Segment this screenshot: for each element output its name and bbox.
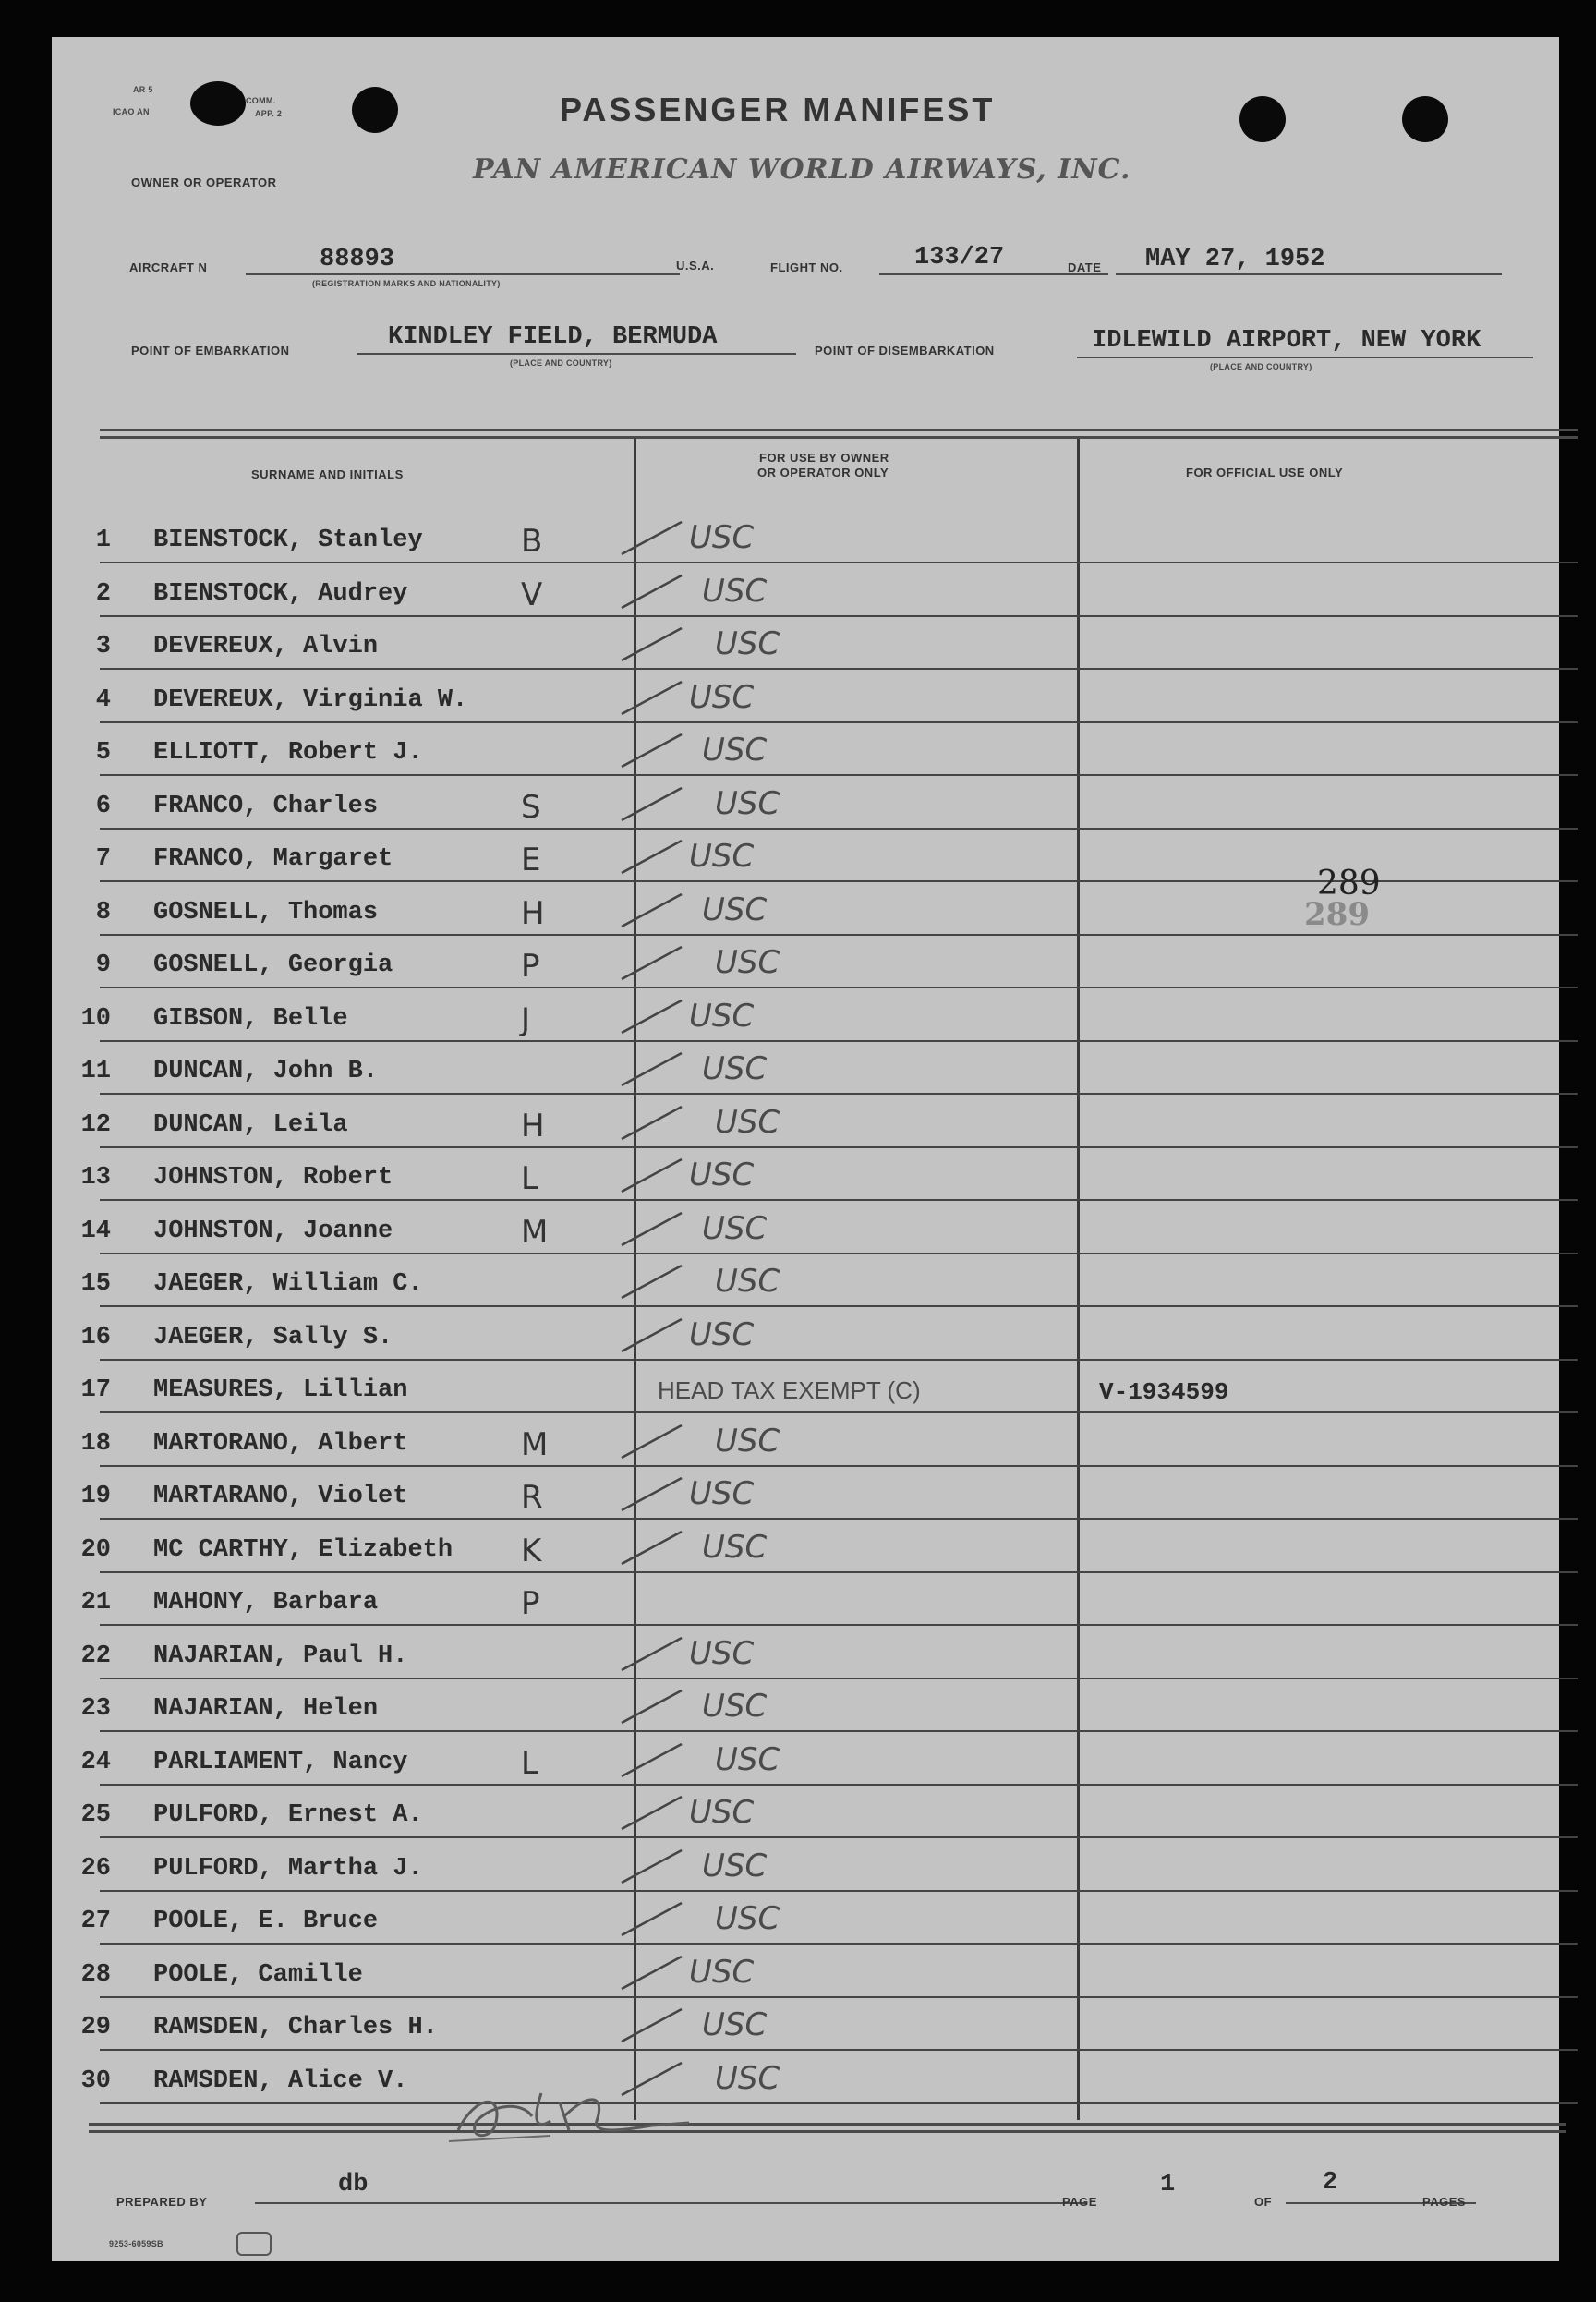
passenger-name: GOSNELL, Thomas xyxy=(153,898,379,927)
passenger-name: RAMSDEN, Charles H. xyxy=(153,2014,438,2042)
citizenship-note: USC xyxy=(715,784,780,822)
date-label: DATE xyxy=(1068,260,1102,274)
passenger-initial: M xyxy=(521,1425,549,1463)
total-pages: 2 xyxy=(1323,2169,1338,2197)
check-slash-mark xyxy=(617,1846,691,1897)
page-label: PAGE xyxy=(1062,2195,1097,2209)
citizenship-note: USC xyxy=(715,2059,780,2097)
passenger-name: DUNCAN, John B. xyxy=(153,1058,379,1085)
citizenship-note: USC xyxy=(702,572,768,610)
column-divider-2 xyxy=(1077,439,1080,2120)
table-row-line xyxy=(100,934,1578,936)
passenger-name: JOHNSTON, Robert xyxy=(153,1164,393,1192)
passenger-initial: J xyxy=(521,1000,531,1038)
passenger-initial: H xyxy=(521,894,545,932)
aircraft-underline xyxy=(246,273,680,275)
row-number: 15 xyxy=(80,1270,111,1298)
passenger-initial: H xyxy=(521,1107,545,1145)
registration-caption: (REGISTRATION MARKS AND NATIONALITY) xyxy=(312,279,501,288)
citizenship-note: USC xyxy=(689,1794,755,1831)
row-number: 17 xyxy=(80,1376,111,1404)
table-row-line xyxy=(100,1199,1578,1201)
owner-label: OWNER OR OPERATOR xyxy=(131,176,277,189)
row-number: 27 xyxy=(80,1908,111,1935)
disembarkation-caption: (PLACE AND COUNTRY) xyxy=(1210,362,1312,371)
passenger-name: POOLE, E. Bruce xyxy=(153,1908,379,1935)
check-slash-mark xyxy=(617,1315,691,1366)
check-slash-mark xyxy=(617,1102,691,1154)
official-stamp-number-faded: 289 xyxy=(1304,896,1370,933)
manifest-sheet xyxy=(52,37,1559,2261)
row-number: 1 xyxy=(95,527,111,554)
row-number: 2 xyxy=(95,579,111,608)
table-row-line xyxy=(100,562,1578,563)
table-row-line xyxy=(100,1784,1578,1786)
row-number: 16 xyxy=(80,1323,111,1351)
table-row-line xyxy=(100,774,1578,776)
check-slash-mark xyxy=(617,1527,691,1579)
passenger-name: MARTORANO, Albert xyxy=(153,1429,408,1458)
row-number: 8 xyxy=(95,898,111,927)
table-row-line xyxy=(100,1571,1578,1573)
passenger-initial: K xyxy=(521,1532,542,1569)
punch-hole-left xyxy=(352,87,398,133)
row-number: 28 xyxy=(80,1960,111,1989)
check-slash-mark xyxy=(617,836,691,888)
table-row-line xyxy=(100,1678,1578,1679)
passenger-name: PARLIAMENT, Nancy xyxy=(153,1748,408,1776)
check-slash-mark xyxy=(617,1952,691,2004)
disembarkation-label: POINT OF DISEMBARKATION xyxy=(815,344,995,357)
passenger-name: PULFORD, Martha J. xyxy=(153,1854,423,1883)
table-row-line xyxy=(100,1518,1578,1520)
citizenship-note: USC xyxy=(715,944,780,981)
punch-hole-right-1 xyxy=(1239,96,1286,142)
citizenship-note: USC xyxy=(702,1209,768,1247)
passenger-name: DUNCAN, Leila xyxy=(153,1110,348,1139)
citizenship-note: USC xyxy=(702,732,768,769)
passenger-initial: P xyxy=(521,948,540,985)
check-slash-mark xyxy=(617,1155,691,1206)
table-row-line xyxy=(100,1305,1578,1307)
row-number: 9 xyxy=(95,951,111,979)
check-slash-mark xyxy=(617,942,691,994)
row-number: 29 xyxy=(80,2014,111,2042)
embarkation-caption: (PLACE AND COUNTRY) xyxy=(510,358,612,368)
passenger-name: MARTARANO, Violet xyxy=(153,1483,408,1510)
usa-label: U.S.A. xyxy=(676,259,715,273)
passenger-initial: B xyxy=(521,523,543,560)
passenger-name: NAJARIAN, Paul H. xyxy=(153,1642,408,1670)
citizenship-note: USC xyxy=(702,1528,768,1566)
citizenship-note: USC xyxy=(715,1422,780,1460)
form-code-line1: AR 5 xyxy=(133,85,153,94)
column-header-name: SURNAME AND INITIALS xyxy=(251,467,404,481)
check-slash-mark xyxy=(617,783,691,835)
check-slash-mark xyxy=(617,517,691,569)
row-number: 3 xyxy=(95,633,111,660)
table-row-line xyxy=(100,1890,1578,1892)
check-slash-mark xyxy=(617,1686,691,1738)
passenger-initial: P xyxy=(521,1585,540,1622)
citizenship-note: USC xyxy=(715,1103,780,1141)
check-slash-mark xyxy=(617,624,691,675)
check-slash-mark xyxy=(617,1898,691,1950)
table-row-line xyxy=(100,668,1578,670)
check-slash-mark xyxy=(617,571,691,623)
row-number: 24 xyxy=(80,1748,111,1776)
passenger-name: BIENSTOCK, Stanley xyxy=(153,527,423,554)
check-slash-mark xyxy=(617,1261,691,1313)
table-row-line xyxy=(100,1253,1578,1254)
table-bottom-line xyxy=(89,2123,1566,2126)
prepared-by-underline xyxy=(255,2202,1086,2204)
punch-hole-right-2 xyxy=(1402,96,1448,142)
citizenship-note: USC xyxy=(689,1157,755,1193)
table-row-line xyxy=(100,615,1578,617)
disembarkation-underline xyxy=(1077,357,1533,358)
citizenship-note: USC xyxy=(715,1263,780,1300)
row-number: 23 xyxy=(80,1695,111,1723)
of-label: OF xyxy=(1254,2195,1273,2209)
row-number: 19 xyxy=(80,1483,111,1510)
head-tax-note: HEAD TAX EXEMPT (C) xyxy=(658,1376,921,1404)
passenger-name: DEVEREUX, Alvin xyxy=(153,633,379,660)
citizenship-note: USC xyxy=(715,1740,780,1778)
flight-date: MAY 27, 1952 xyxy=(1145,246,1325,273)
check-slash-mark xyxy=(617,2005,691,2056)
form-code-app: APP. 2 xyxy=(255,109,283,118)
column-header-owner-2: OR OPERATOR ONLY xyxy=(757,466,889,479)
table-row-line xyxy=(100,721,1578,723)
column-header-official: FOR OFFICIAL USE ONLY xyxy=(1186,466,1344,479)
passenger-initial: E xyxy=(521,842,541,878)
citizenship-note: USC xyxy=(689,997,755,1035)
embarkation-underline xyxy=(357,353,796,355)
operator-name: PAN AMERICAN WORLD AIRWAYS, INC. xyxy=(473,153,1131,186)
row-number: 6 xyxy=(95,792,111,820)
embarkation-place: KINDLEY FIELD, BERMUDA xyxy=(388,323,718,351)
table-row-line xyxy=(100,1624,1578,1626)
row-number: 20 xyxy=(80,1535,111,1564)
table-row-line xyxy=(100,1996,1578,1998)
citizenship-note: USC xyxy=(715,625,780,662)
passenger-name: JAEGER, William C. xyxy=(153,1270,423,1298)
passenger-name: JOHNSTON, Joanne xyxy=(153,1217,393,1245)
row-number: 12 xyxy=(80,1110,111,1139)
row-number: 4 xyxy=(95,685,111,714)
row-number: 14 xyxy=(80,1217,111,1245)
row-number: 25 xyxy=(80,1801,111,1829)
citizenship-note: USC xyxy=(702,2006,768,2043)
passenger-initial: V xyxy=(521,576,543,613)
check-slash-mark xyxy=(617,890,691,941)
passenger-name: ELLIOTT, Robert J. xyxy=(153,739,423,767)
table-row-line xyxy=(100,828,1578,830)
table-row-line xyxy=(100,1730,1578,1732)
check-slash-mark xyxy=(617,677,691,729)
row-number: 10 xyxy=(80,1004,111,1033)
citizenship-note: USC xyxy=(689,1475,755,1512)
table-bottom-line-2 xyxy=(89,2130,1566,2133)
row-number: 5 xyxy=(95,739,111,767)
citizenship-note: USC xyxy=(715,1900,780,1937)
passenger-name: RAMSDEN, Alice V. xyxy=(153,2066,408,2095)
row-number: 11 xyxy=(80,1058,111,1085)
table-row-line xyxy=(100,1836,1578,1838)
passenger-name: MC CARTHY, Elizabeth xyxy=(153,1535,453,1564)
check-slash-mark xyxy=(617,1208,691,1260)
prepared-by-label: PREPARED BY xyxy=(116,2195,208,2209)
aircraft-label: AIRCRAFT N xyxy=(129,260,208,274)
table-row-line xyxy=(100,1943,1578,1945)
manifest-title: PASSENGER MANIFEST xyxy=(560,91,996,128)
table-row-line xyxy=(100,2049,1578,2051)
passenger-name: NAJARIAN, Helen xyxy=(153,1695,379,1723)
passenger-name: FRANCO, Charles xyxy=(153,792,379,820)
row-number: 22 xyxy=(80,1642,111,1670)
citizenship-note: USC xyxy=(689,838,755,875)
citizenship-note: USC xyxy=(689,678,755,716)
passenger-name: MEASURES, Lillian xyxy=(153,1376,408,1404)
table-top-line-2 xyxy=(100,436,1578,439)
check-slash-mark xyxy=(617,1048,691,1100)
passenger-name: JAEGER, Sally S. xyxy=(153,1323,393,1351)
form-code-line2: ICAO AN xyxy=(113,107,150,116)
citizenship-note: USC xyxy=(689,519,755,556)
citizenship-note: USC xyxy=(689,1634,755,1672)
date-underline xyxy=(1116,273,1502,275)
passenger-name: FRANCO, Margaret xyxy=(153,845,393,873)
ink-blot xyxy=(190,81,246,126)
passenger-name: BIENSTOCK, Audrey xyxy=(153,579,408,608)
passenger-initial: R xyxy=(521,1479,543,1516)
row-number: 21 xyxy=(80,1589,111,1617)
passenger-name: GOSNELL, Georgia xyxy=(153,951,393,979)
passenger-name: MAHONY, Barbara xyxy=(153,1589,379,1617)
table-row-line xyxy=(100,1146,1578,1148)
passenger-initial: L xyxy=(521,1160,538,1197)
row-number: 13 xyxy=(80,1164,111,1192)
passenger-name: PULFORD, Ernest A. xyxy=(153,1801,423,1829)
citizenship-note: USC xyxy=(702,1050,768,1087)
aircraft-number: 88893 xyxy=(320,246,395,273)
passenger-name: GIBSON, Belle xyxy=(153,1004,348,1033)
check-slash-mark xyxy=(617,1633,691,1685)
page-number: 1 xyxy=(1160,2171,1176,2199)
flight-number: 133/27 xyxy=(914,244,1005,272)
union-label-icon xyxy=(236,2232,272,2256)
citizenship-note: USC xyxy=(689,1315,755,1353)
flight-label: FLIGHT NO. xyxy=(770,260,843,274)
table-top-line xyxy=(100,429,1578,431)
citizenship-note: USC xyxy=(689,1953,755,1991)
prepared-by-value: db xyxy=(338,2171,369,2199)
table-row-line xyxy=(100,1093,1578,1095)
citizenship-note: USC xyxy=(702,1847,768,1884)
row-number: 7 xyxy=(95,845,111,873)
check-slash-mark xyxy=(617,1739,691,1791)
table-row-line xyxy=(100,1359,1578,1361)
row-number: 18 xyxy=(80,1429,111,1458)
form-number: 9253-6059SB xyxy=(109,2239,163,2248)
form-code-comm: COMM. xyxy=(246,96,276,105)
table-row-line xyxy=(100,1411,1578,1413)
embarkation-label: POINT OF EMBARKATION xyxy=(131,344,290,357)
table-row-line xyxy=(100,1040,1578,1042)
check-slash-mark xyxy=(617,730,691,781)
row-number: 30 xyxy=(80,2066,111,2095)
official-visa-number: V-1934599 xyxy=(1099,1378,1229,1406)
table-row-line xyxy=(100,2102,1578,2104)
passenger-name: POOLE, Camille xyxy=(153,1960,363,1989)
pages-label: PAGES xyxy=(1422,2195,1467,2209)
column-header-owner-1: FOR USE BY OWNER xyxy=(759,451,889,465)
passenger-initial: L xyxy=(521,1744,538,1782)
official-stamp-number: 289 xyxy=(1317,865,1381,903)
passenger-initial: M xyxy=(521,1213,549,1251)
citizenship-note: USC xyxy=(702,1688,768,1725)
table-row-line xyxy=(100,1465,1578,1467)
check-slash-mark xyxy=(617,1421,691,1472)
check-slash-mark xyxy=(617,1473,691,1525)
disembarkation-place: IDLEWILD AIRPORT, NEW YORK xyxy=(1092,327,1481,355)
check-slash-mark xyxy=(617,1792,691,1844)
table-row-line xyxy=(100,987,1578,988)
passenger-initial: S xyxy=(521,788,541,826)
citizenship-note: USC xyxy=(702,891,768,928)
check-slash-mark xyxy=(617,996,691,1048)
row-number: 26 xyxy=(80,1854,111,1883)
signature xyxy=(440,2075,717,2149)
passenger-name: DEVEREUX, Virginia W. xyxy=(153,685,468,714)
